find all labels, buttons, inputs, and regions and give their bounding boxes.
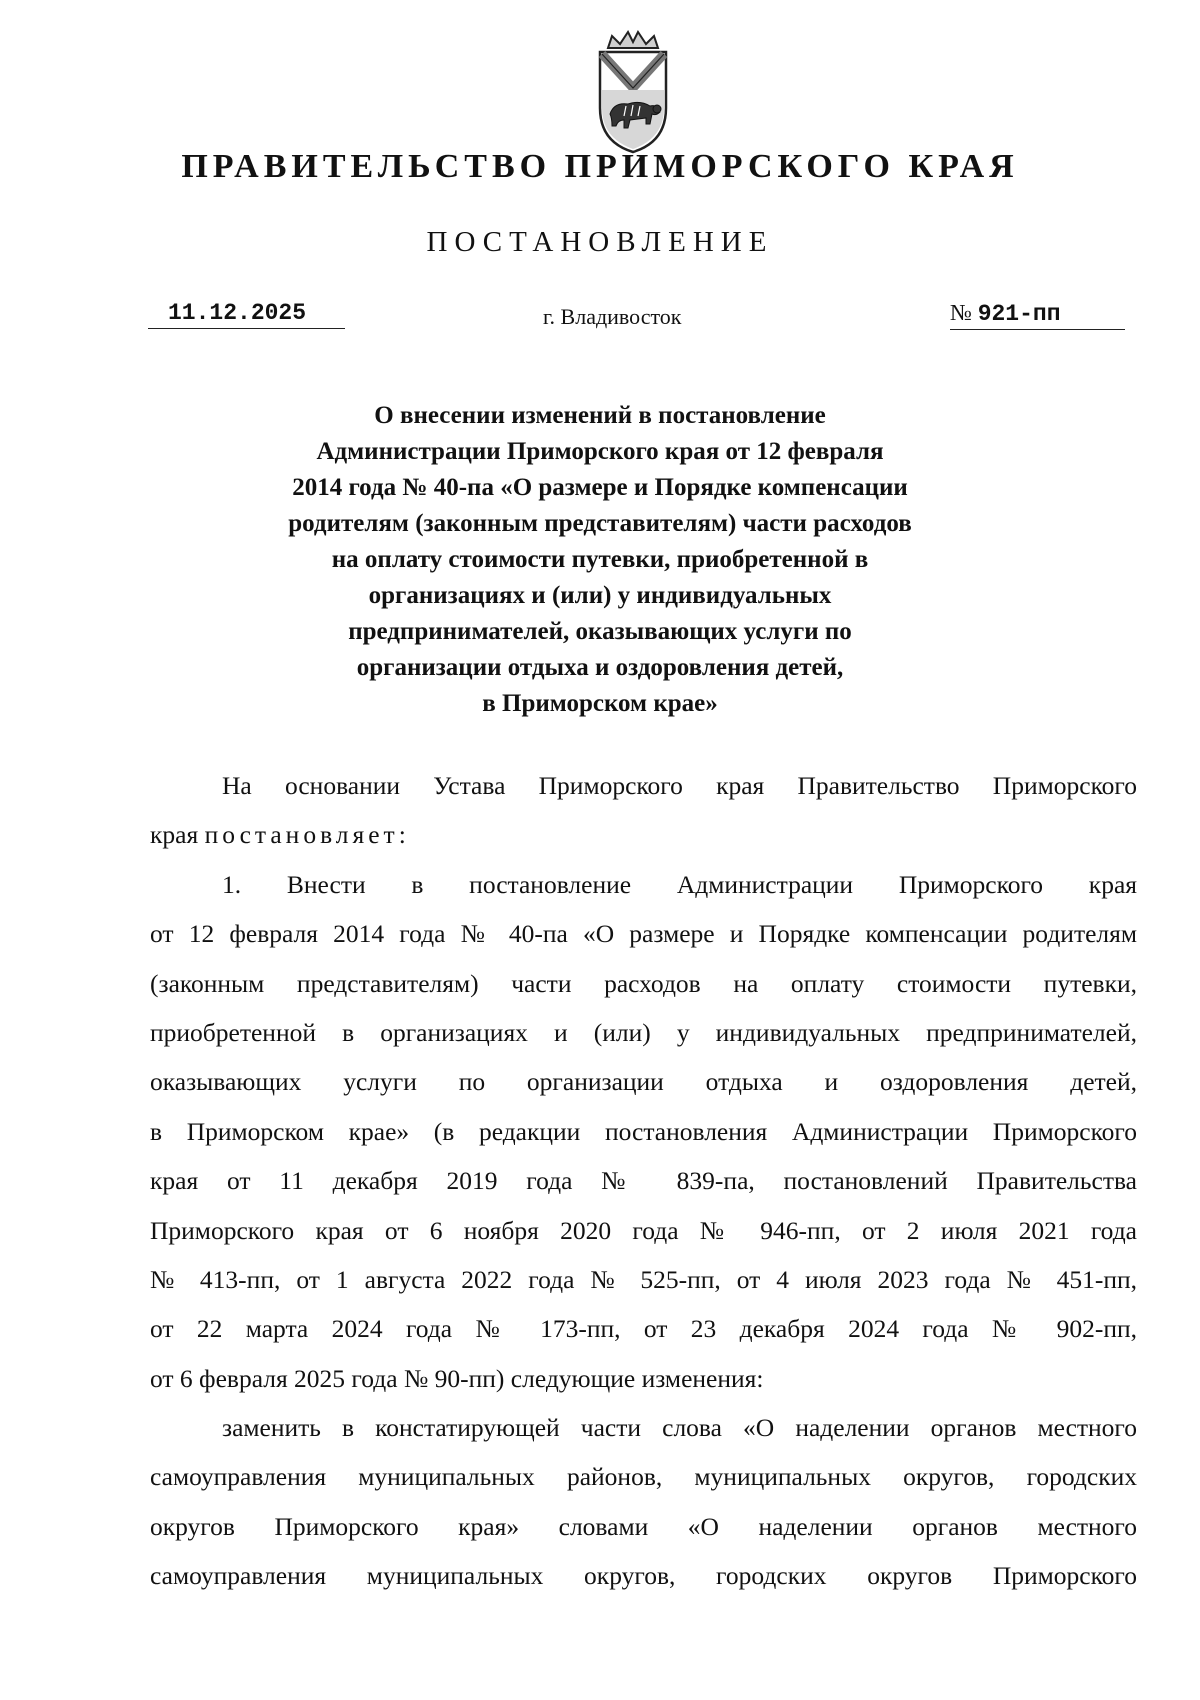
body-line: заменить в констатирующей части слова «О наделении органов местного (222, 1413, 1137, 1443)
body-line: № 413-пп, от 1 августа 2022 года № 525-пп, от 4 июля 2023 года № 451-пп, (150, 1264, 1137, 1294)
document-type: ПОСТАНОВЛЕНИЕ (426, 226, 774, 258)
body-line: самоуправления муниципальных округов, городских округов Приморского (150, 1561, 1137, 1591)
subject-line: Администрации Приморского края от 12 февраля (316, 438, 884, 465)
document-number (950, 298, 1125, 330)
body-line: (законным представителям) части расходов на оплату стоимости путевки, (150, 968, 1137, 998)
body-line: приобретенной в организациях и (или) у индивидуальных предпринимателей, (150, 1017, 1137, 1047)
body-line: от 6 февраля 2025 года № 90-пп) следующие изменения: (150, 1363, 764, 1393)
decree-keyword: постановляет: (204, 820, 410, 850)
subject-line: предпринимателей, оказывающих услуги по (348, 618, 852, 645)
government-title: ПРАВИТЕЛЬСТВО ПРИМОРСКОГО КРАЯ (181, 148, 1019, 185)
body-line (150, 810, 1137, 859)
coat-of-arms-icon (578, 30, 688, 156)
body-line: края от 11 декабря 2019 года № 839-па, постановлений Правительства (150, 1166, 1137, 1196)
subject-line: родителям (законным представителям) части расходов (288, 510, 912, 537)
document-body (150, 761, 1137, 1601)
body-line: самоуправления муниципальных районов, муниципальных округов, городских (150, 1462, 1137, 1492)
body-line: в Приморском крае» (в редакции постановления Администрации Приморского (150, 1116, 1137, 1146)
body-line: 1. Внести в постановление Администрации Приморского края (222, 869, 1137, 899)
body-line: Приморского края от 6 ноября 2020 года № 946-пп, от 2 июля 2021 года (150, 1215, 1137, 1245)
document-date: 11.12.2025 (148, 298, 345, 329)
subject-line: О внесении изменений в постановление (374, 402, 826, 429)
body-line: от 12 февраля 2014 года № 40-па «О размере и Порядке компенсации родителям (150, 919, 1137, 949)
body-text-fragment: края (150, 820, 205, 850)
subject-line: в Приморском крае» (482, 690, 718, 717)
body-line: от 22 марта 2024 года № 173-пп, от 23 декабря 2024 года № 902-пп, (150, 1314, 1137, 1344)
subject-line: организации отдыха и оздоровления детей, (356, 654, 844, 681)
document-city: г. Владивосток (543, 304, 682, 329)
subject-line: на оплату стоимости путевки, приобретенной в (331, 546, 869, 573)
number-prefix: № (950, 300, 972, 325)
number-value: 921-пп (977, 301, 1061, 327)
document-subject (150, 398, 1050, 722)
subject-line: организациях и (или) у индивидуальных (368, 582, 832, 609)
body-line: округов Приморского края» словами «О наделении органов местного (150, 1511, 1137, 1541)
subject-line: 2014 года № 40-па «О размере и Порядке компенсации (292, 474, 908, 501)
body-line: На основании Устава Приморского края Правительство Приморского (222, 771, 1137, 800)
body-line: оказывающих услуги по организации отдыха и оздоровления детей, (150, 1067, 1137, 1097)
